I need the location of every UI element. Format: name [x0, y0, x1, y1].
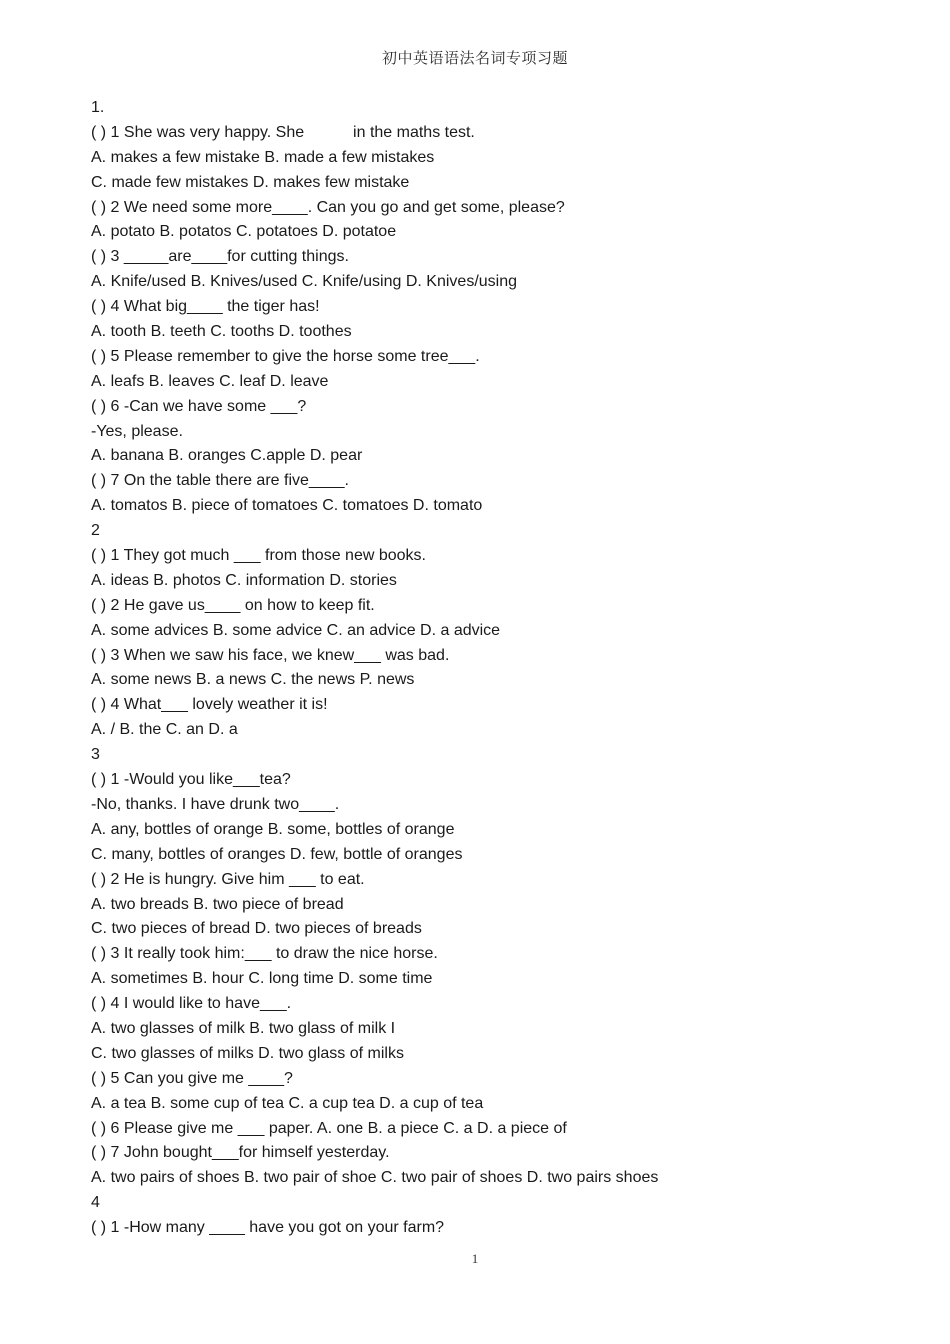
- text-line: A. Knife/used B. Knives/used C. Knife/using D. Knives/using: [91, 273, 518, 291]
- text-line: ( ) 2 He gave us____ on how to keep fit.: [91, 596, 375, 614]
- text-line: A. two breads B. two piece of bread: [91, 895, 344, 913]
- text-line: ( ) 1 She was very happy. She in the maths test.: [91, 123, 475, 141]
- text-line: ( ) 7 John bought___for himself yesterday.: [91, 1144, 390, 1162]
- page-number: 1: [471, 1251, 479, 1266]
- text-line: ( ) 2 We need some more____. Can you go and get some, please?: [91, 198, 565, 216]
- text-line: -No, thanks. I have drunk two____.: [91, 795, 340, 813]
- text-line: ( ) 2 He is hungry. Give him ___ to eat.: [91, 870, 365, 888]
- text-line: A. / B. the C. an D. a: [91, 721, 238, 739]
- text-line: C. made few mistakes D. makes few mistake: [91, 173, 410, 191]
- text-line: A. ideas B. photos C. information D. stories: [91, 571, 397, 589]
- page-title: 初中英语语法名词专项习题: [381, 49, 568, 67]
- text-line: A. leafs B. leaves C. leaf D. leave: [91, 372, 329, 390]
- text-line: A. makes a few mistake B. made a few mistakes: [91, 148, 435, 166]
- document-body: [91, 96, 891, 1241]
- text-line: A. some advices B. some advice C. an advice D. a advice: [91, 621, 501, 639]
- text-line: C. many, bottles of oranges D. few, bottle of oranges: [91, 845, 463, 863]
- text-line: ( ) 1 -Would you like___tea?: [91, 771, 291, 789]
- text-line: C. two glasses of milks D. two glass of milks: [91, 1044, 404, 1062]
- text-line: ( ) 4 What___ lovely weather it is!: [91, 696, 328, 714]
- text-line: ( ) 6 Please give me ___ paper. A. one B. a piece C. a D. a piece of: [91, 1119, 567, 1137]
- text-line: A. potato B. potatos C. potatoes D. potatoe: [91, 223, 397, 241]
- text-line: C. two pieces of bread D. two pieces of breads: [91, 920, 422, 938]
- text-line: A. tooth B. teeth C. tooths D. toothes: [91, 323, 352, 341]
- text-line: ( ) 4 What big____ the tiger has!: [91, 298, 320, 316]
- text-line: ( ) 3 When we saw his face, we knew___ was bad.: [91, 646, 450, 664]
- text-line: ( ) 3 It really took him:___ to draw the nice horse.: [91, 945, 438, 963]
- text-line: -Yes, please.: [91, 422, 183, 440]
- text-line: A. banana B. oranges C.apple D. pear: [91, 447, 363, 465]
- text-line: ( ) 1 -How many ____ have you got on your farm?: [91, 1219, 445, 1237]
- text-line: ( ) 5 Can you give me ____?: [91, 1069, 293, 1087]
- text-line: ( ) 3 _____are____for cutting things.: [91, 248, 349, 266]
- text-line: A. any, bottles of orange B. some, bottles of orange: [91, 820, 455, 838]
- text-line: ( ) 4 I would like to have___.: [91, 995, 292, 1013]
- text-line: A. a tea B. some cup of tea C. a cup tea D. a cup of tea: [91, 1094, 484, 1112]
- text-line: A. tomatos B. piece of tomatoes C. tomatoes D. tomato: [91, 497, 483, 515]
- text-line: ( ) 6 -Can we have some ___?: [91, 397, 307, 415]
- text-line: A. two glasses of milk B. two glass of milk I: [91, 1019, 396, 1037]
- text-line: ( ) 1 They got much ___ from those new books.: [91, 547, 426, 565]
- text-line: ( ) 5 Please remember to give the horse some tree___.: [91, 347, 480, 365]
- text-line: 2: [91, 522, 100, 540]
- text-line: ( ) 7 On the table there are five____.: [91, 472, 349, 490]
- text-line: 3: [91, 746, 100, 764]
- text-line: A. some news B. a news C. the news P. news: [91, 671, 415, 689]
- text-line: A. sometimes B. hour C. long time D. some time: [91, 970, 433, 988]
- text-line: 1.: [91, 99, 105, 116]
- text-line: A. two pairs of shoes B. two pair of shoe C. two pair of shoes D. two pairs shoes: [91, 1169, 659, 1187]
- text-line: 4: [91, 1194, 100, 1212]
